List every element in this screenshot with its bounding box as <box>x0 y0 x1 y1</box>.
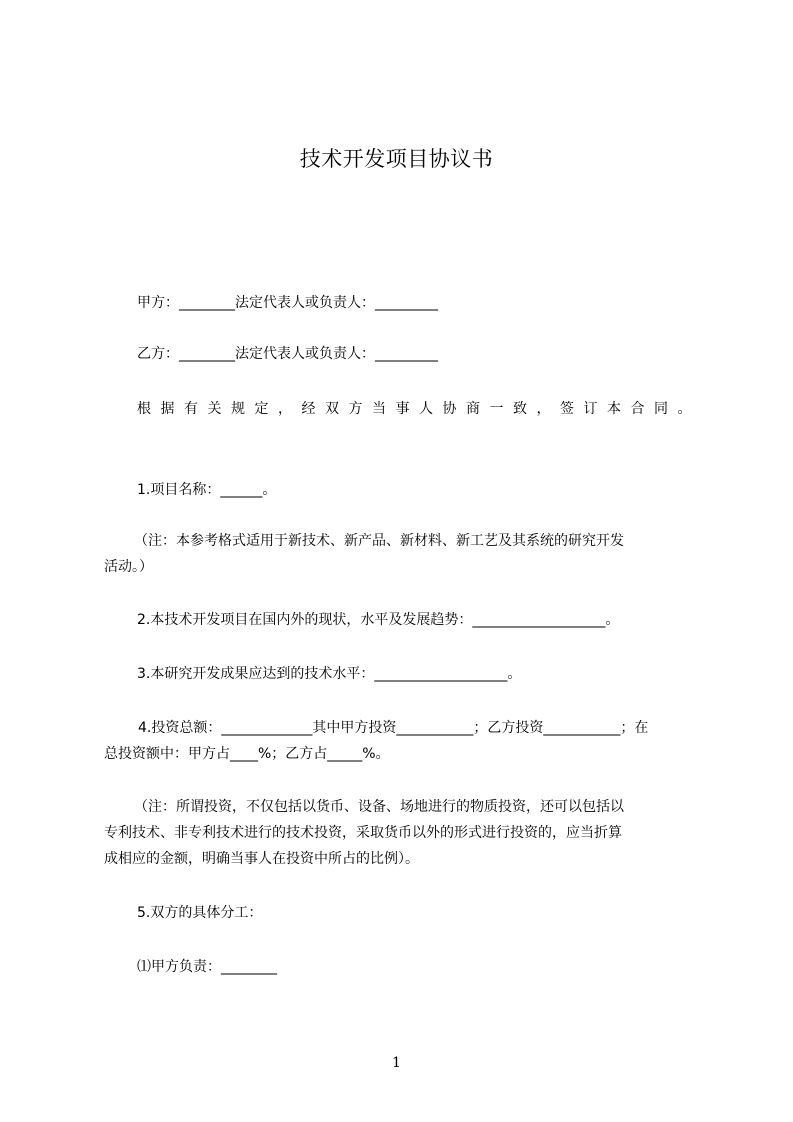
item-4-line-2: 总投资额中：甲方占____%；乙方占_____%。 <box>104 746 390 762</box>
note-2-line-2: 专利技术、非专利技术进行的技术投资，采取货币以外的形式进行投资的，应当折算 <box>104 825 622 841</box>
note-2-line-1: （注：所谓投资，不仅包括以货币、设备、场地进行的物质投资，还可以包括以 <box>134 799 624 815</box>
note-2 <box>104 794 704 872</box>
item-4-investment <box>104 715 704 767</box>
note-1-line-2: 活动。） <box>104 559 153 575</box>
item-5-division: 5.双方的具体分工： <box>137 905 263 921</box>
note-1 <box>104 528 704 580</box>
document-title: 技术开发项目协议书 <box>299 147 494 171</box>
item-3-tech-level: 3.本研究开发成果应达到的技术水平：___________________。 <box>137 666 522 682</box>
item-5-party-a-responsibility: ⑴甲方负责：________ <box>137 959 277 975</box>
agreement-line: 根据有关规定，经双方当事人协商一致，签订本合同。 <box>137 401 701 417</box>
item-4-line-1: 4.投资总额：_____________其中甲方投资___________；乙方投资___________；在 <box>138 720 649 736</box>
note-1-line-1: （注：本参考格式适用于新技术、新产品、新材料、新工艺及其系统的研究开发 <box>134 533 624 549</box>
note-2-line-3: 成相应的金额，明确当事人在投资中所占的比例）。 <box>104 851 419 867</box>
item-1-project-name: 1.项目名称：______。 <box>137 482 277 498</box>
party-a-line: 甲方：________法定代表人或负责人：_________ <box>137 295 438 311</box>
party-b-line: 乙方：________法定代表人或负责人：_________ <box>137 346 438 362</box>
page-number: 1 <box>392 1055 401 1071</box>
item-2-status: 2.本技术开发项目在国内外的现状，水平及发展趋势：___________________。 <box>137 612 620 628</box>
